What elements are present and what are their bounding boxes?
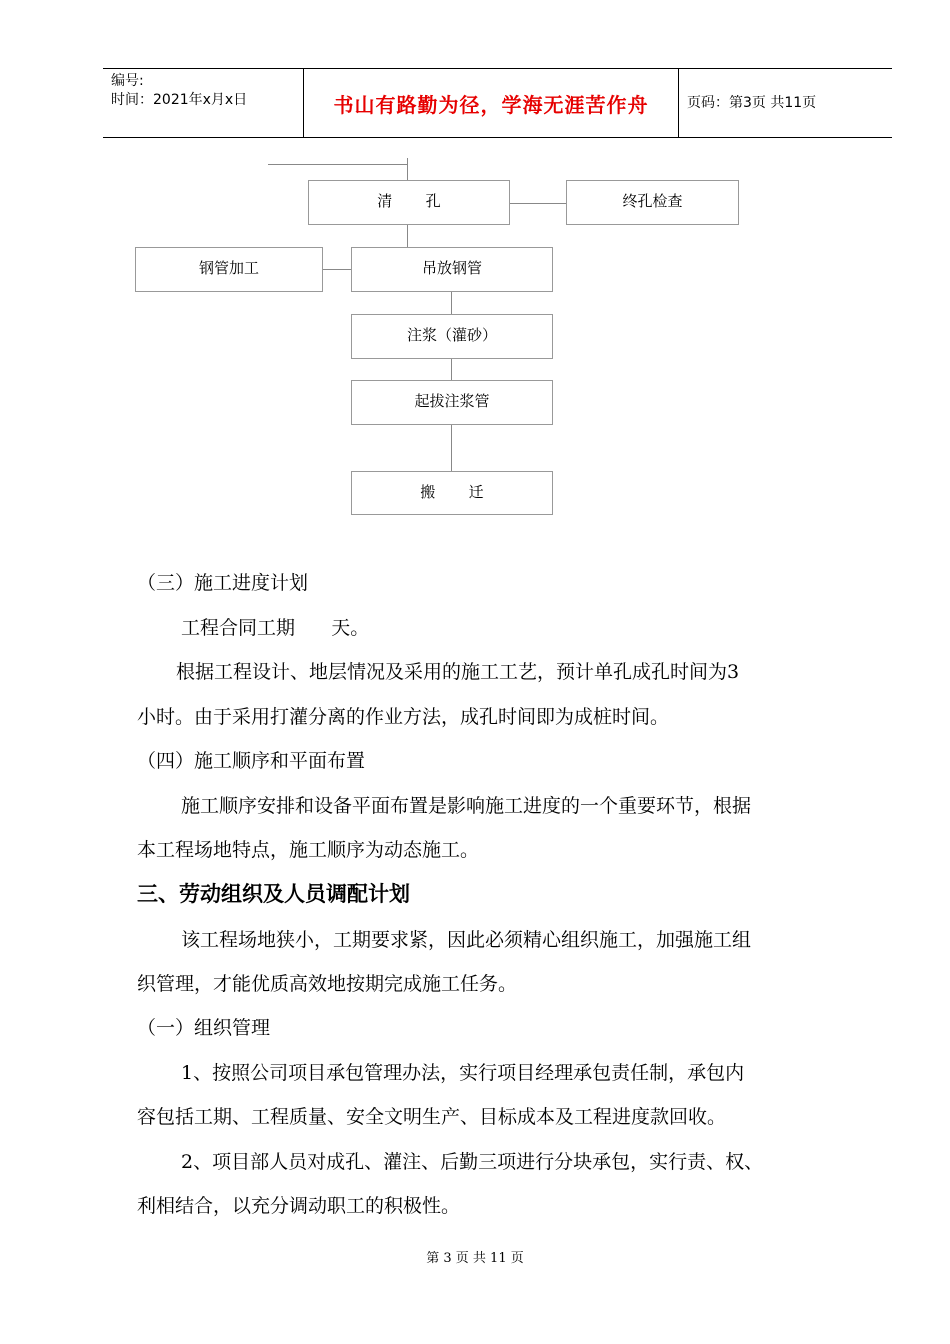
node-qingkong: 清 孔 (308, 180, 510, 225)
node-diaofang: 吊放钢管 (351, 247, 553, 292)
motto-text: 书山有路勤为径，学海无涯苦作舟 (333, 92, 649, 117)
list-item: 利相结合，以充分调动职工的积极性。 (137, 1195, 461, 1217)
section-heading-layout: （四）施工顺序和平面布置 (137, 750, 366, 772)
page-footer: 第 3 页 共 11 页 (426, 1251, 524, 1266)
section-heading-organization: （一）组织管理 (137, 1017, 271, 1039)
paragraph: 施工顺序安排和设备平面布置是影响施工进度的一个重要环节，根据 (181, 795, 752, 817)
connector-line (451, 358, 452, 380)
list-item: 容包括工期、工程质量、安全文明生产、目标成本及工程进度款回收。 (137, 1106, 727, 1128)
connector-line (268, 164, 408, 165)
list-item: 1、按照公司项目承包管理办法，实行项目经理承包责任制，承包内 (181, 1062, 745, 1084)
node-zhongkong: 终孔检查 (566, 180, 739, 225)
paragraph: 工程合同工期 天。 (181, 617, 370, 639)
time-label: 时间：2021年x月x日 (111, 92, 248, 108)
main-heading: 三、劳动组织及人员调配计划 (137, 882, 410, 906)
connector-line (407, 158, 408, 180)
node-qiba: 起拔注浆管 (351, 380, 553, 425)
header-page-info: 页码：第3页 共11页 (687, 95, 817, 111)
node-zhujiang: 注浆（灌砂） (351, 314, 553, 359)
node-banqian: 搬 迁 (351, 471, 553, 515)
construction-flowchart (0, 0, 950, 540)
node-gangguan-jiagong: 钢管加工 (135, 247, 323, 292)
connector-line (510, 203, 566, 204)
paragraph: 织管理，才能优质高效地按期完成施工任务。 (137, 973, 518, 995)
connector-line (407, 225, 408, 247)
connector-line (451, 292, 452, 314)
paragraph: 本工程场地特点，施工顺序为动态施工。 (137, 839, 480, 861)
connector-line (322, 269, 351, 270)
connector-line (451, 425, 452, 471)
paragraph: 根据工程设计、地层情况及采用的施工工艺，预计单孔成孔时间为3 (176, 661, 740, 683)
paragraph: 小时。由于采用打灌分离的作业方法，成孔时间即为成桩时间。 (137, 706, 670, 728)
section-heading-schedule: （三）施工进度计划 (137, 572, 309, 594)
list-item: 2、项目部人员对成孔、灌注、后勤三项进行分块承包，实行责、权、 (181, 1151, 764, 1173)
paragraph: 该工程场地狭小，工期要求紧，因此必须精心组织施工，加强施工组 (181, 929, 752, 951)
number-label: 编号: (111, 73, 144, 89)
